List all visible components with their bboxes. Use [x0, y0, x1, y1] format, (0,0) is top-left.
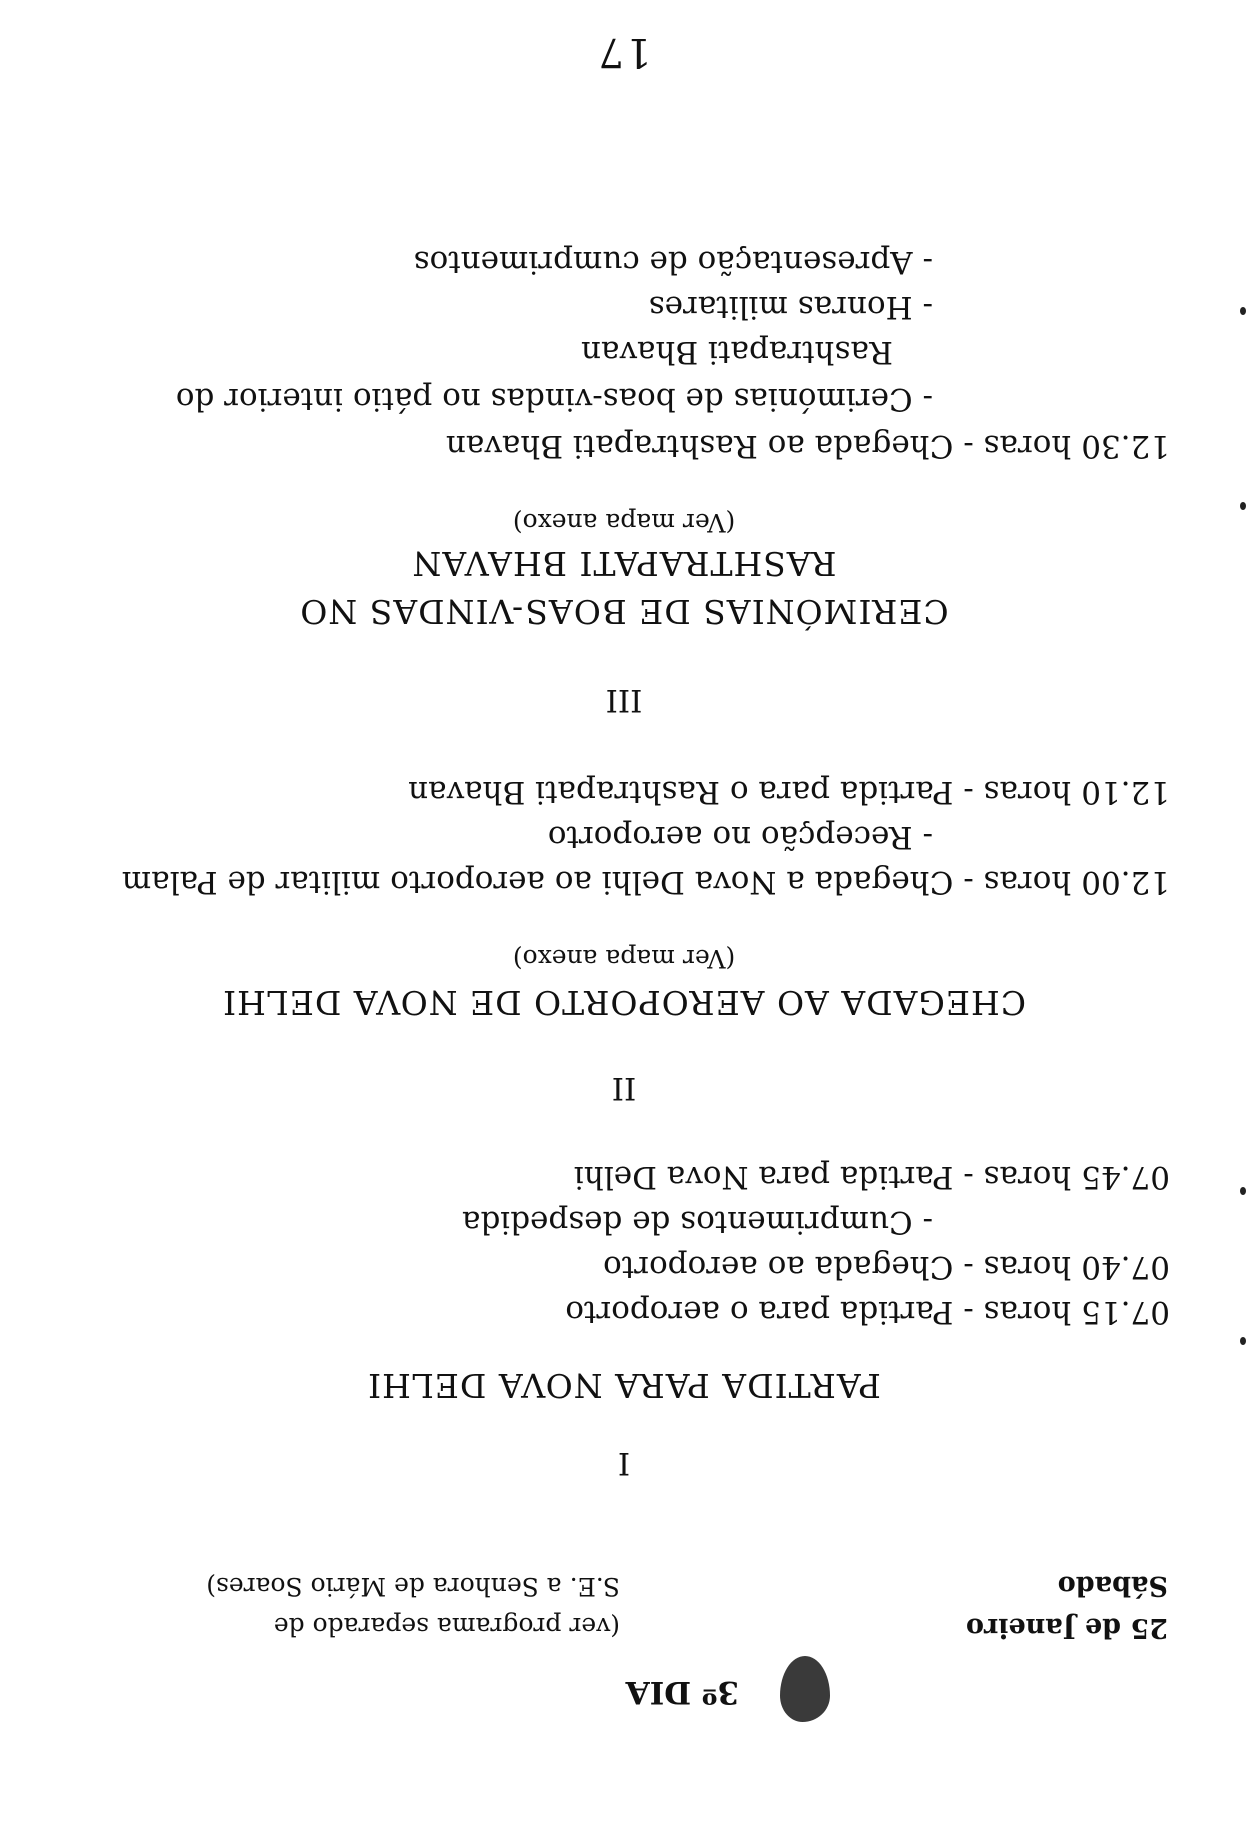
section-numeral-i: I	[617, 1445, 631, 1481]
page-number: 17	[596, 29, 652, 75]
schedule-line: - Recepção no aeroporto	[547, 819, 933, 855]
schedule-line: Rashtrapati Bhavan	[581, 334, 893, 370]
section-numeral-iii: III	[605, 682, 643, 718]
scan-speck	[1240, 502, 1246, 510]
schedule-line: 07.45 horas - Partida para Nova Delhi	[573, 1159, 1170, 1195]
emblem-icon	[780, 1656, 830, 1722]
schedule-line: - Honras militares	[648, 289, 933, 325]
section-subtitle-map: (Ver mapa anexo)	[512, 508, 736, 537]
scan-speck	[1240, 1337, 1246, 1345]
section-title-chegada: CHEGADA AO AEROPORTO DE NOVA DELHI	[222, 983, 1026, 1022]
schedule-line: 07.15 horas - Partida para o aeroporto	[565, 1294, 1170, 1330]
schedule-line: - Apresentação de cumprimentos	[413, 244, 933, 280]
section-title-partida: PARTIDA PARA NOVA DELHI	[367, 1366, 881, 1405]
day-header: 3º DIA	[625, 1674, 739, 1710]
schedule-line: - Cumprimentos de despedida	[462, 1204, 933, 1240]
section-numeral-ii: II	[611, 1070, 637, 1106]
schedule-line: - Cerimónias de boas-vindas no pátio interior do	[175, 381, 933, 417]
weekday-label: Sábado	[1057, 1570, 1168, 1601]
schedule-line: 12.30 horas - Chegada ao Rashtrapati Bhavan	[445, 428, 1170, 464]
separate-program-note-line2: S.E. a Senhora de Mário Soares)	[206, 1572, 620, 1601]
schedule-line: 07.40 horas - Chegada ao aeroporto	[603, 1249, 1170, 1285]
schedule-line: 12.00 horas - Chegada a Nova Delhi ao aeroporto militar de Palam	[121, 864, 1170, 900]
schedule-line: 12.10 horas - Partida para o Rashtrapati Bhavan	[408, 774, 1170, 810]
section-title-cerimonias: CERIMÓNIAS DE BOAS-VINDAS NO	[299, 592, 949, 631]
scan-speck	[1240, 307, 1246, 315]
date-label: 25 de Janeiro	[966, 1612, 1168, 1643]
separate-program-note-line1: (ver programa separado de	[273, 1612, 620, 1641]
scan-speck	[1240, 1187, 1246, 1195]
section-subtitle-map: (Ver mapa anexo)	[512, 944, 736, 973]
section-title-rashtrapati: RASHTRAPATI BHAVAN	[411, 544, 837, 583]
